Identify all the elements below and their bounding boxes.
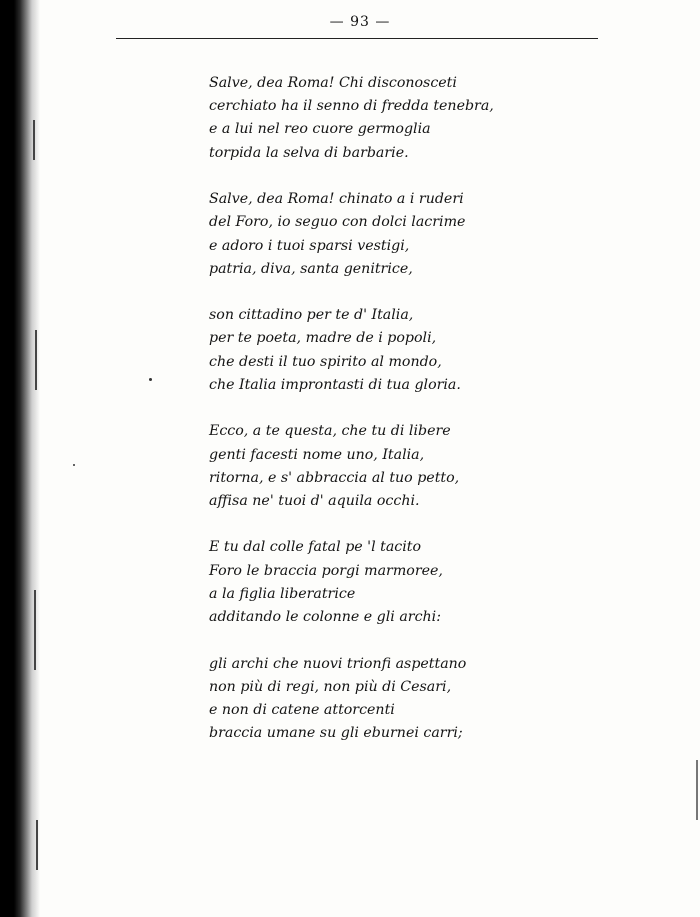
- poem-line: affisa ne' tuoi d' aquila occhi.: [209, 492, 420, 509]
- scan-speckle: [33, 120, 35, 160]
- poem-line: E tu dal colle fatal pe 'l tacito: [209, 539, 422, 556]
- poem-line: e non di catene attorcenti: [209, 701, 395, 718]
- scan-speckle: [36, 820, 38, 870]
- poem-line: torpida la selva di barbarie.: [209, 144, 409, 161]
- poem-line: braccia umane su gli eburnei carri;: [209, 725, 463, 742]
- stanza: [209, 304, 509, 397]
- ink-dot: [73, 464, 75, 466]
- poem-line: son cittadino per te d' Italia,: [209, 307, 414, 324]
- scan-speckle: [35, 330, 37, 390]
- poem-line: Salve, dea Roma! chinato a i ruderi: [209, 191, 464, 208]
- poem-line: Ecco, a te questa, che tu di libere: [209, 423, 451, 440]
- stanza: [209, 653, 509, 746]
- poem-line: additando le colonne e gli archi:: [209, 609, 441, 626]
- poem-line: che Italia improntasti di tua gloria.: [209, 376, 461, 393]
- poem-line: Foro le braccia porgi marmoree,: [209, 562, 443, 579]
- poem-line: non più di regi, non più di Cesari,: [209, 678, 452, 695]
- poem-line: genti facesti nome uno, Italia,: [209, 446, 425, 463]
- ink-dot: [149, 378, 152, 381]
- poem-line: del Foro, io seguo con dolci lacrime: [209, 214, 466, 231]
- poem-line: per te poeta, madre de i popoli,: [209, 330, 437, 347]
- poem-line: Salve, dea Roma! Chi disconosceti: [209, 75, 457, 91]
- poem-line: gli archi che nuovi trionfi aspettano: [209, 655, 467, 672]
- poem-line: e adoro i tuoi sparsi vestigi,: [209, 237, 410, 254]
- poem-line: ritorna, e s' abbraccia al tuo petto,: [209, 469, 460, 486]
- scan-edge-mark: [696, 760, 698, 820]
- poem-line: patria, diva, santa genitrice,: [209, 260, 413, 277]
- page-number: — 93 —: [329, 14, 391, 30]
- poem-line: cerchiato ha il senno di fredda tenebra,: [209, 98, 494, 115]
- scan-speckle: [34, 590, 36, 670]
- header-rule: [116, 38, 598, 39]
- stanza: [209, 188, 509, 281]
- binding-edge: [0, 0, 40, 917]
- poem-line: e a lui nel reo cuore germoglia: [209, 121, 431, 138]
- stanza: [209, 536, 509, 629]
- poem-line: a la figlia liberatrice: [209, 585, 356, 602]
- poem-line: che desti il tuo spirito al mondo,: [209, 353, 442, 370]
- stanza: [209, 420, 509, 513]
- stanza: [209, 72, 509, 165]
- poem-body: [209, 72, 509, 769]
